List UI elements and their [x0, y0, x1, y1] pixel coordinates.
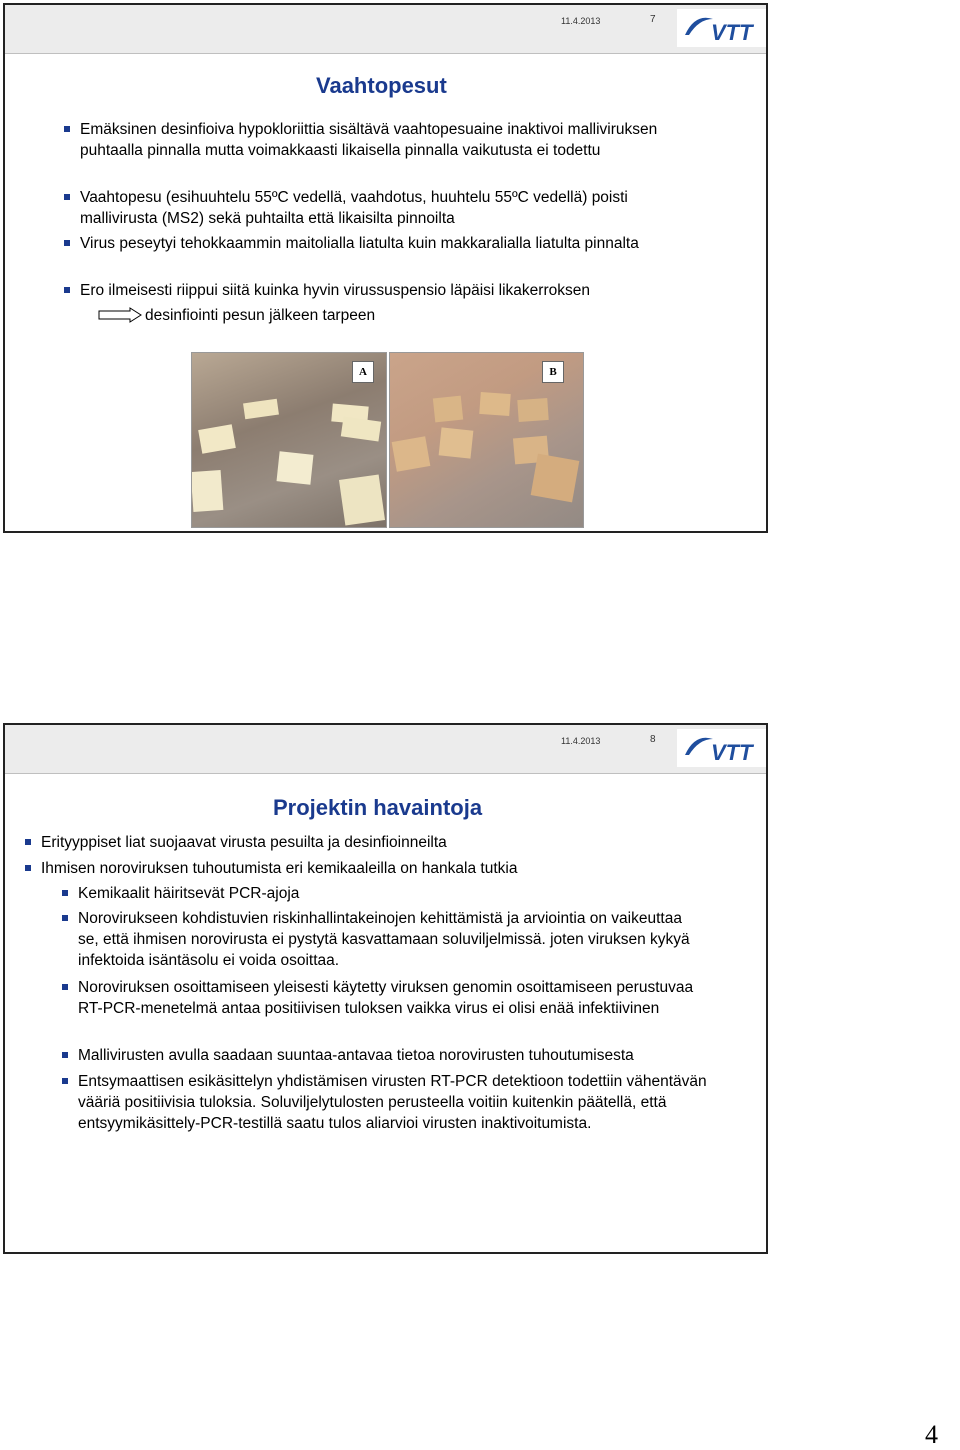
sub-bullet-item: Noroviruksen osoittamiseen yleisesti käytetty viruksen genomin osoittamiseen perustuvaa RT-PCR-menetelmä antaa positiivisen tuloksen vaikka virus ei olisi enää infektiivinen: [78, 977, 718, 1019]
photo-b: [389, 352, 584, 528]
bullet-item: Ero ilmeisesti riippui siitä kuinka hyvin virussuspensio läpäisi likakerroksen: [80, 280, 700, 301]
slide-header-bar: [5, 5, 766, 54]
svg-text:VTT: VTT: [711, 740, 753, 765]
slide-title: Projektin havaintoja: [273, 795, 483, 820]
vtt-logo: [677, 729, 767, 767]
slide-date: 11.4.2013: [561, 736, 601, 746]
slide-8: [3, 723, 768, 1254]
document-page-number: 4: [925, 1420, 938, 1449]
bullet-item: Virus peseytyi tehokkaammin maitolialla liatulta kuin makkaralialla liatulta pinnalta: [80, 233, 680, 254]
sub-bullet-item: Mallivirusten avulla saadaan suuntaa-antavaa tietoa norovirusten tuhoutumisesta: [78, 1045, 738, 1066]
bullet-item: Emäksinen desinfioiva hypokloriittia sisältävä vaahtopesuaine inaktivoi malliviruksen puhtaalla pinnalla mutta voimakkaasti likaisella pinnalla vaikutusta ei todettu: [80, 119, 680, 161]
bullet-item: Erityyppiset liat suojaavat virusta pesuilta ja desinfioinneilta: [41, 832, 741, 853]
image-label-a: A: [352, 361, 374, 383]
vtt-logo: [677, 9, 767, 47]
sub-bullet-item: Entsymaattisen esikäsittelyn yhdistämisen virusten RT-PCR detektioon todettiin vähentävän vääriä positiivisia tuloksia. Soluviljelytulosten perusteella voitiin kuitenkin päätellä, että entsyymikäsittely-PCR-testillä saatu tulos aliarvioi virusten inaktivoitumista.: [78, 1071, 728, 1134]
arrow-conclusion-text: desinfiointi pesun jälkeen tarpeen: [145, 307, 376, 324]
slide-header-bar: [5, 725, 766, 774]
slide-date: 11.4.2013: [561, 16, 601, 26]
svg-text:VTT: VTT: [711, 20, 753, 45]
slide-number: 8: [650, 734, 656, 745]
bullet-item: Vaahtopesu (esihuuhtelu 55ºC vedellä, vaahdotus, huuhtelu 55ºC vedellä) poisti mallivirusta (MS2) sekä puhtailta että likaisilta pinnoilta: [80, 187, 680, 229]
slide-title: Vaahtopesut: [316, 73, 447, 98]
bullet-item: Ihmisen noroviruksen tuhoutumista eri kemikaaleilla on hankala tutkia: [41, 858, 741, 879]
sub-bullet-item: Kemikaalit häiritsevät PCR-ajoja: [78, 883, 738, 904]
image-label-b: B: [542, 361, 564, 383]
slide-7: [3, 3, 768, 533]
double-arrow-right-icon: [98, 307, 142, 323]
slide-number: 7: [650, 14, 656, 25]
photo-a: [191, 352, 387, 528]
sub-bullet-item: Norovirukseen kohdistuvien riskinhallintakeinojen kehittämistä ja arviointia on vaikeuttaa se, että ihmisen norovirusta ei pystytä kasvattamaan soluviljelmissä. joten viruksen kykyä infektoida isäntäsolu ei voida osoittaa.: [78, 908, 706, 971]
